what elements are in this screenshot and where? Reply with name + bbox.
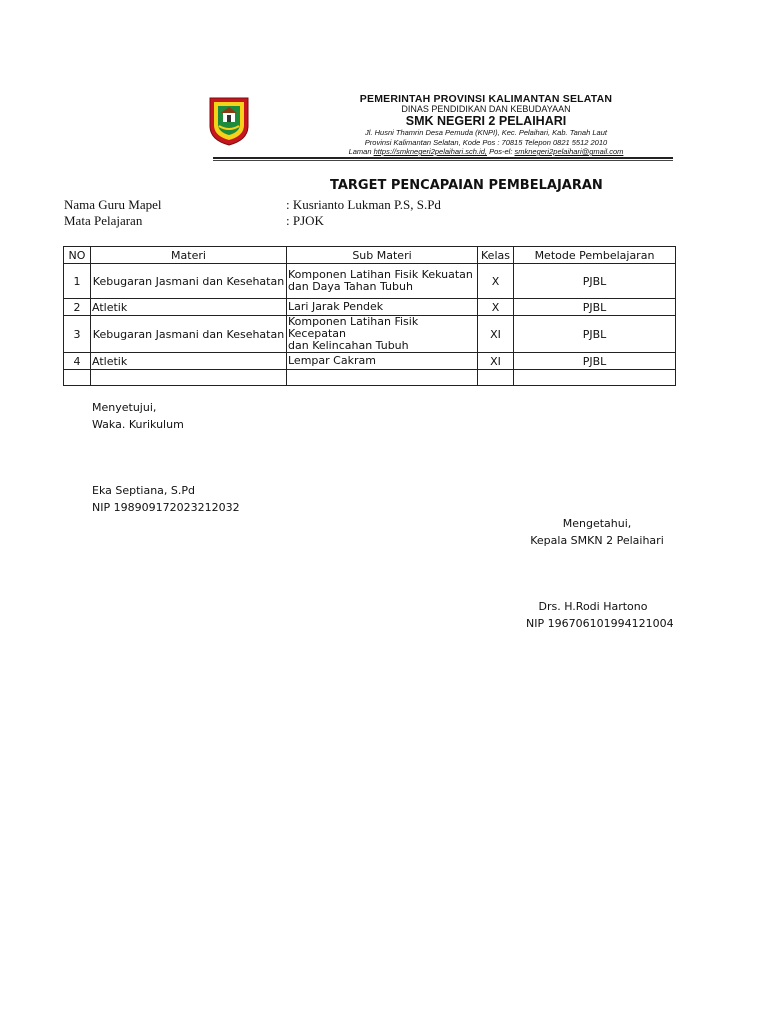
teacher-value: : Kusrianto Lukman P.S, S.Pd [286,197,441,212]
row-materi: Kebugaran Jasmani dan Kesehatan [91,264,287,299]
row-no: 3 [64,316,91,353]
row-sub-materi: Komponen Latihan Fisik Kekuatan dan Daya Tahan Tubuh [287,264,478,299]
table-header-row [64,247,676,264]
website-link[interactable]: https://smknegeri2pelaihari.sch.id, [373,147,487,156]
row-materi: Kebugaran Jasmani dan Kesehatan [91,316,287,353]
principal-name: Drs. H.Rodi Hartono [538,600,648,613]
approver-role: Waka. Kurikulum [92,418,184,431]
row-metode: PJBL [514,316,676,353]
acknowledge-label: Mengetahui, [562,517,632,530]
row-sub-materi: Lari Jarak Pendek [287,299,478,316]
header-kelas: Kelas [478,247,514,264]
row-sub-materi: Lempar Cakram [287,353,478,370]
principal-nip: NIP 196706101994121004 [526,617,674,630]
header-metode: Metode Pembelajaran [514,247,676,264]
header-materi: Materi [91,247,287,264]
approver-name: Eka Septiana, S.Pd [92,484,196,497]
row-metode: PJBL [514,353,676,370]
row-metode: PJBL [514,264,676,299]
letterhead-school-name: SMK NEGERI 2 PELAIHARI [405,114,567,128]
letterhead-province: PEMERINTAH PROVINSI KALIMANTAN SELATAN [359,93,613,105]
table-row [64,264,676,299]
letterhead-address: Jl. Husni Thamrin Desa Pemuda (KNPI), Kec. Pelaihari, Kab. Tanah Laut [365,128,607,137]
row-materi: Atletik [91,353,287,370]
email-link[interactable]: smknegeri2pelaihari@gmail.com [514,147,624,156]
letterhead-divider [213,157,673,159]
teacher-label: Nama Guru Mapel [64,197,162,212]
subject-value: : PJOK [286,213,324,228]
table-row [64,316,676,353]
subject-label: Mata Pelajaran [64,213,143,228]
table-row [64,353,676,370]
table-row [64,299,676,316]
row-kelas: X [478,264,514,299]
letterhead-department: DINAS PENDIDIKAN DAN KEBUDAYAAN [401,104,571,114]
row-kelas: X [478,299,514,316]
table-row-empty [64,370,676,386]
row-no: 4 [64,353,91,370]
row-no: 2 [64,299,91,316]
row-kelas: XI [478,316,514,353]
approval-label: Menyetujui, [92,401,157,414]
learning-target-table [63,246,676,386]
document-title: TARGET PENCAPAIAN PEMBELAJARAN [330,178,603,193]
row-materi: Atletik [91,299,287,316]
row-no: 1 [64,264,91,299]
header-no: NO [64,247,91,264]
principal-role: Kepala SMKN 2 Pelaihari [530,534,664,547]
letterhead-postal: Provinsi Kalimantan Selatan, Kode Pos : 70815 Telepon 0821 5512 2010 [364,138,608,147]
province-emblem-logo [207,96,251,146]
row-kelas: XI [478,353,514,370]
row-metode: PJBL [514,299,676,316]
letterhead-contact: Laman https://smknegeri2pelaihari.sch.id, Pos-el: smknegeri2pelaihari@gmail.com [348,147,624,156]
row-sub-materi: Komponen Latihan Fisik Kecepatan dan Kelincahan Tubuh [287,316,478,353]
header-sub-materi: Sub Materi [287,247,478,264]
letterhead-divider-thin [213,160,673,161]
approver-nip: NIP 198909172023212032 [92,501,240,514]
